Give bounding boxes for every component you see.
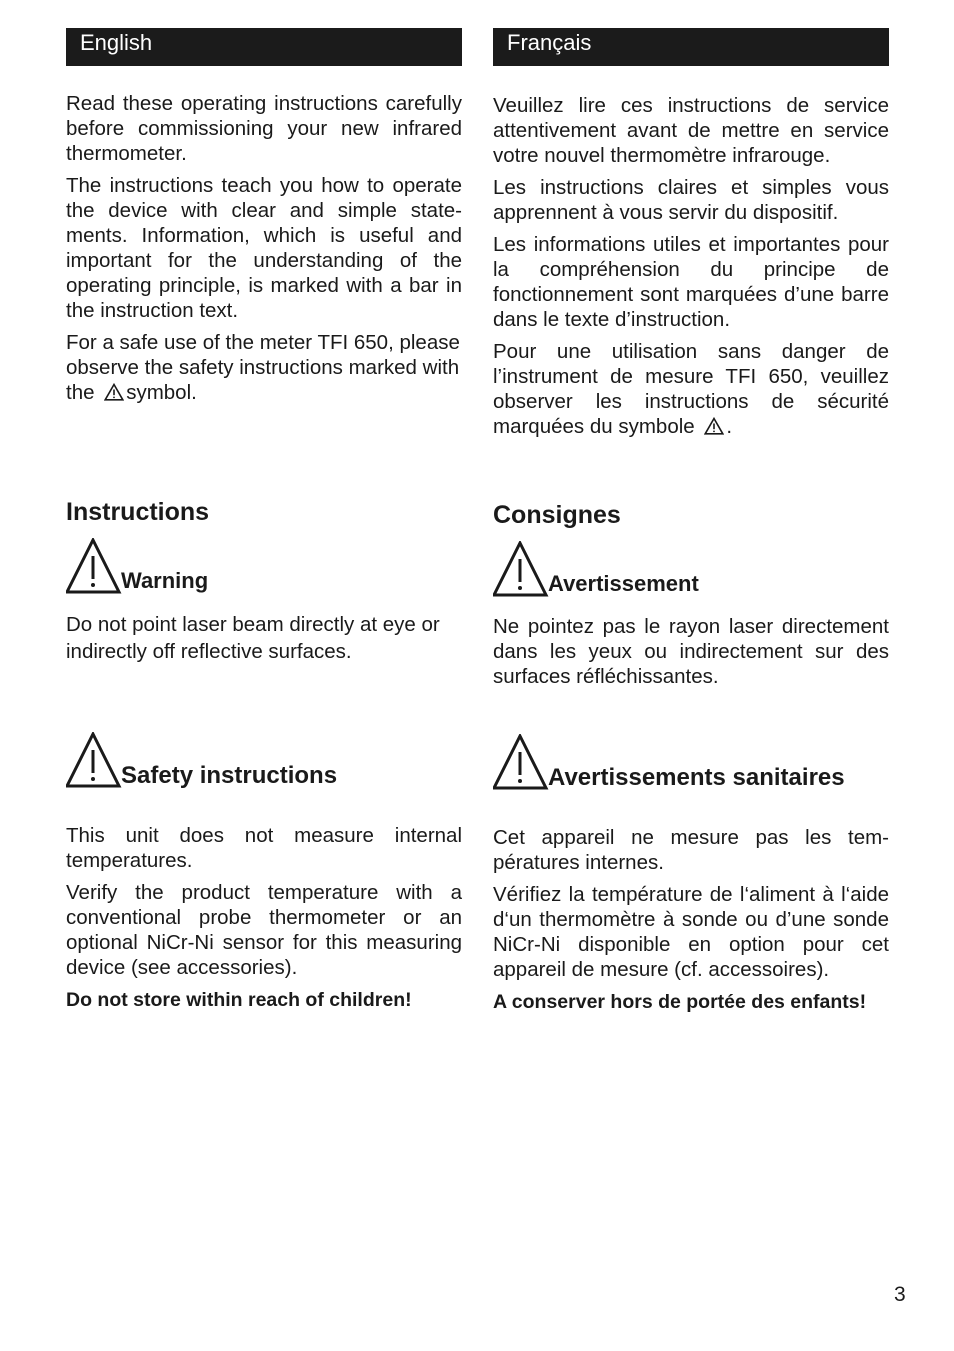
- intro-paragraph: Les informations utiles et importantes pour la compréhension du principe de fonctionnement sont marquées d’une barre dans le texte d’instruction.: [493, 233, 889, 331]
- safety-note-end: symbol.: [126, 381, 197, 404]
- safety-paragraph: Vérifiez la température de l‘aliment à l‘aide d‘un thermomètre à sonde ou d’une sonde NiCr-Ni disponible en option pour cet appareil de mesure (cf. accessoires).: [493, 883, 889, 981]
- safety-note-text: Pour une utilisation sans danger de l’instrument de mesure TFI 650, veuillez observer les instructions de sécurité marquées du symbole: [493, 340, 889, 438]
- warning-text-block: [66, 611, 462, 672]
- children-warning: Do not store within reach of children!: [66, 989, 412, 1011]
- warning-triangle-icon: [493, 734, 549, 790]
- safety-instructions-title: Safety instructions: [121, 762, 338, 789]
- instructions-heading: Instructions: [66, 498, 210, 526]
- children-warning: A conserver hors de portée des enfants!: [493, 991, 867, 1013]
- safety-note: [66, 330, 462, 407]
- warning-title: Warning: [121, 568, 209, 593]
- safety-section-english: [66, 823, 462, 1021]
- warning-triangle-icon: [704, 416, 724, 441]
- intro-paragraph: Read these operating instructions carefully before commissioning your new infrared thermometer.: [66, 92, 462, 165]
- warning-heading: [493, 541, 699, 597]
- intro-paragraph: Les instructions claires et simples vous apprennent à vous servir du dispositif.: [493, 176, 889, 224]
- safety-note-end: .: [726, 415, 733, 438]
- safety-paragraph: Cet appareil ne mesure pas les températures internes.: [493, 826, 889, 874]
- safety-note-text: For a safe use of the meter TFI 650, please observe the safety instructions marked with the: [66, 331, 460, 404]
- language-header-english: English: [66, 28, 462, 66]
- warning-text: Ne pointez pas le rayon laser directement dans les yeux ou indirectement sur des surfaces réfléchissantes.: [493, 615, 889, 688]
- warning-triangle-icon: [104, 382, 124, 407]
- intro-section-french: [493, 93, 889, 448]
- safety-instructions-heading: [493, 734, 845, 790]
- warning-triangle-icon: [493, 541, 549, 597]
- warning-triangle-icon: [66, 538, 122, 594]
- warning-triangle-icon: [66, 732, 122, 788]
- safety-paragraph: This unit does not measure internal temperatures.: [66, 824, 462, 872]
- instructions-heading: Consignes: [493, 501, 621, 529]
- safety-instructions-title: Avertissements sanitaires: [548, 764, 845, 791]
- language-header-french: Français: [493, 28, 889, 66]
- warning-text-block: [493, 614, 889, 696]
- warning-text: Do not point laser beam directly at eye or indirectly off reflective surfaces.: [66, 613, 440, 663]
- intro-paragraph: Veuillez lire ces instructions de service attentivement avant de mettre en service votre nouvel thermomètre infrarouge.: [493, 94, 889, 167]
- intro-section-english: [66, 91, 462, 414]
- safety-section-french: [493, 825, 889, 1023]
- safety-note: [493, 339, 889, 441]
- warning-title: Avertissement: [548, 571, 699, 596]
- warning-heading: [66, 538, 208, 594]
- intro-paragraph: The instructions teach you how to operate the device with clear and simple state-ments. Information, which is useful and important for the understanding of the operating principle, is marked with a bar in the instruction text.: [66, 174, 462, 322]
- safety-instructions-heading: [66, 732, 337, 788]
- page-number: 3: [894, 1283, 906, 1306]
- safety-paragraph: Verify the product temperature with a conventional probe thermometer or an optional NiCr-Ni sensor for this measuring device (see accessories).: [66, 881, 462, 979]
